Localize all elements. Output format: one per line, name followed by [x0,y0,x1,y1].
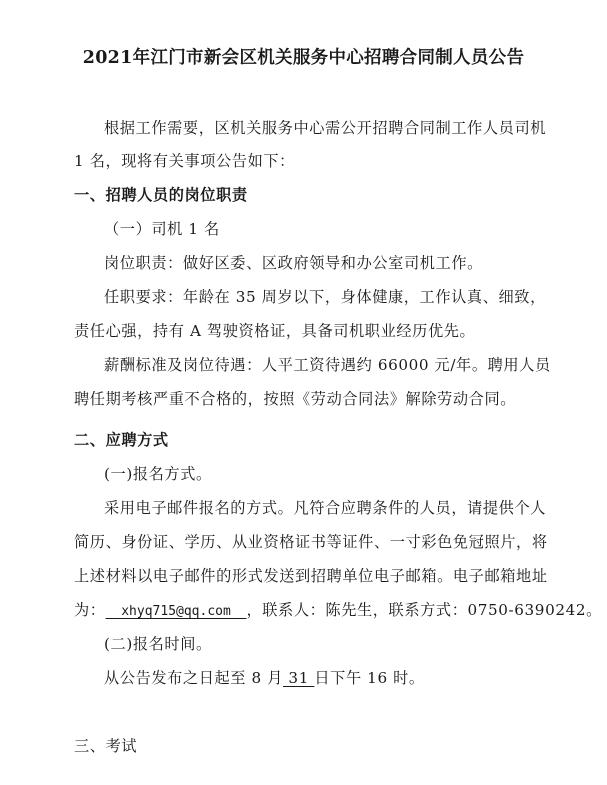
time-prefix: 从公告发布之日起至 8 月 [104,669,283,687]
section-3-heading: 三、考试 [74,737,138,755]
section-2-sub-2: (二)报名时间。 [104,635,212,653]
time-suffix: 日下午 16 时。 [314,669,425,687]
application-line-4 [74,600,602,622]
section-1-sub-1: （一）司机 1 名 [104,220,220,238]
time-day: 31 [283,669,315,687]
pay-line-2: 聘任期考核严重不合格的，按照《劳动合同法》解除劳动合同。 [74,390,517,408]
page-title: 2021年江门市新会区机关服务中心招聘合同制人员公告 [82,48,525,68]
section-1-heading: 一、招聘人员的岗位职责 [74,186,248,204]
intro-line-2: 1 名，现将有关事项公告如下： [74,152,295,170]
application-line-2: 简历、身份证、学历、从业资格证书等证件、一寸彩色免冠照片，将 [74,533,548,551]
section-2-heading: 二、应聘方式 [74,431,169,449]
email-prefix: 为： [74,601,106,619]
requirement-line-2: 责任心强，持有 A 驾驶资格证，具备司机职业经历优先。 [74,322,476,340]
pay-line-1: 薪酬标准及岗位待遇：人平工资待遇约 66000 元/年。聘用人员 [104,356,551,374]
contact-info: ，联系人：陈先生，联系方式：0750-6390242。 [246,601,602,619]
section-2-sub-1: (一)报名方式。 [104,465,212,483]
duty-text: 岗位职责：做好区委、区政府领导和办公室司机工作。 [104,254,483,272]
email-address[interactable]: xhyq715@qq.com [105,604,247,619]
application-line-3: 上述材料以电子邮件的形式发送到招聘单位电子邮箱。电子邮箱地址 [74,567,548,585]
application-line-1: 采用电子邮件报名的方式。凡符合应聘条件的人员，请提供个人 [104,499,547,517]
requirement-line-1: 任职要求：年龄在 35 周岁以下，身体健康，工作认真、细致， [104,288,546,306]
time-line [104,668,425,688]
intro-line-1: 根据工作需要，区机关服务中心需公开招聘合同制工作人员司机 [104,119,547,137]
